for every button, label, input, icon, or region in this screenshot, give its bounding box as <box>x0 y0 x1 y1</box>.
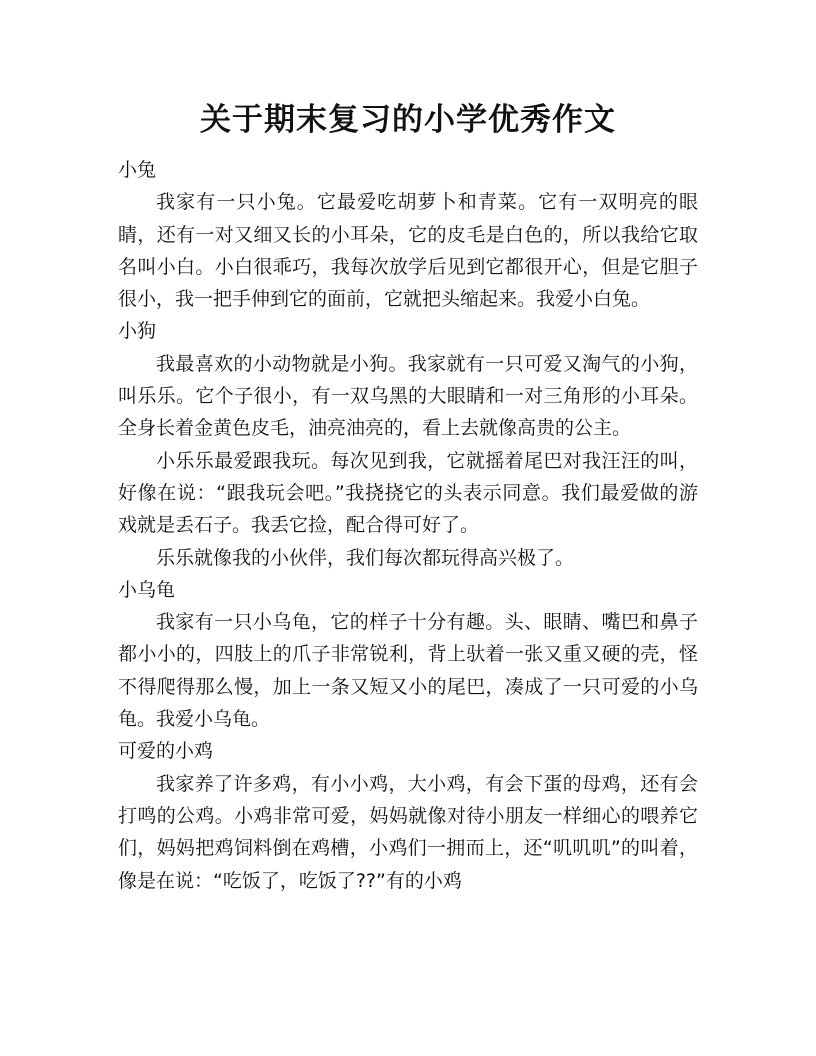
turtle-paragraph-1: 我家有一只小乌龟，它的样子十分有趣。头、眼睛、嘴巴和鼻子都小小的，四肢上的爪子非常锐利，背上驮着一张又重又硬的壳，怪不得爬得那么慢，加上一条又短又小的尾巴，凑成了一只可爱的小乌龟。我爱小乌龟。 <box>118 611 698 731</box>
section-heading-dog: 小狗 <box>118 320 157 343</box>
section-heading-turtle: 小乌龟 <box>118 578 176 601</box>
dog-paragraph-1: 我最喜欢的小动物就是小狗。我家就有一只可爱又淘气的小狗，叫乐乐。它个子很小，有一双乌黑的大眼睛和一对三角形的小耳朵。全身长着金黄色皮毛，油亮油亮的，看上去就像高贵的公主。 <box>118 352 698 440</box>
section-heading-rabbit: 小兔 <box>118 159 157 181</box>
dog-paragraph-2: 小乐乐最爱跟我玩。每次见到我，它就摇着尾巴对我汪汪的叫，好像在说：“跟我玩会吧。”我挠挠它的头表示同意。我们最爱做的游戏就是丢石子。我丢它捡，配合得可好了。 <box>118 449 698 537</box>
chick-paragraph-1: 我家养了许多鸡，有小小鸡，大小鸡，有会下蛋的母鸡，还有会打鸣的公鸡。小鸡非常可爱，妈妈就像对待小朋友一样细心的喂养它们，妈妈把鸡饲料倒在鸡槽，小鸡们一拥而上，还“叽叽叽”的叫着，像是在说：“吃饭了，吃饭了??”有的小鸡 <box>118 772 698 892</box>
dog-paragraph-3: 乐乐就像我的小伙伴，我们每次都玩得高兴极了。 <box>156 546 575 569</box>
rabbit-paragraph-1: 我家有一只小兔。它最爱吃胡萝卜和青菜。它有一双明亮的眼睛，还有一对又细又长的小耳朵，它的皮毛是白色的，所以我给它取名叫小白。小白很乖巧，我每次放学后见到它都很开心，但是它胆子很小，我一把手伸到它的面前，它就把头缩起来。我爱小白兔。 <box>118 191 698 311</box>
document-body <box>118 154 698 897</box>
document-title: 关于期末复习的小学优秀作文 <box>200 102 616 138</box>
section-heading-chick: 可爱的小鸡 <box>118 740 214 763</box>
